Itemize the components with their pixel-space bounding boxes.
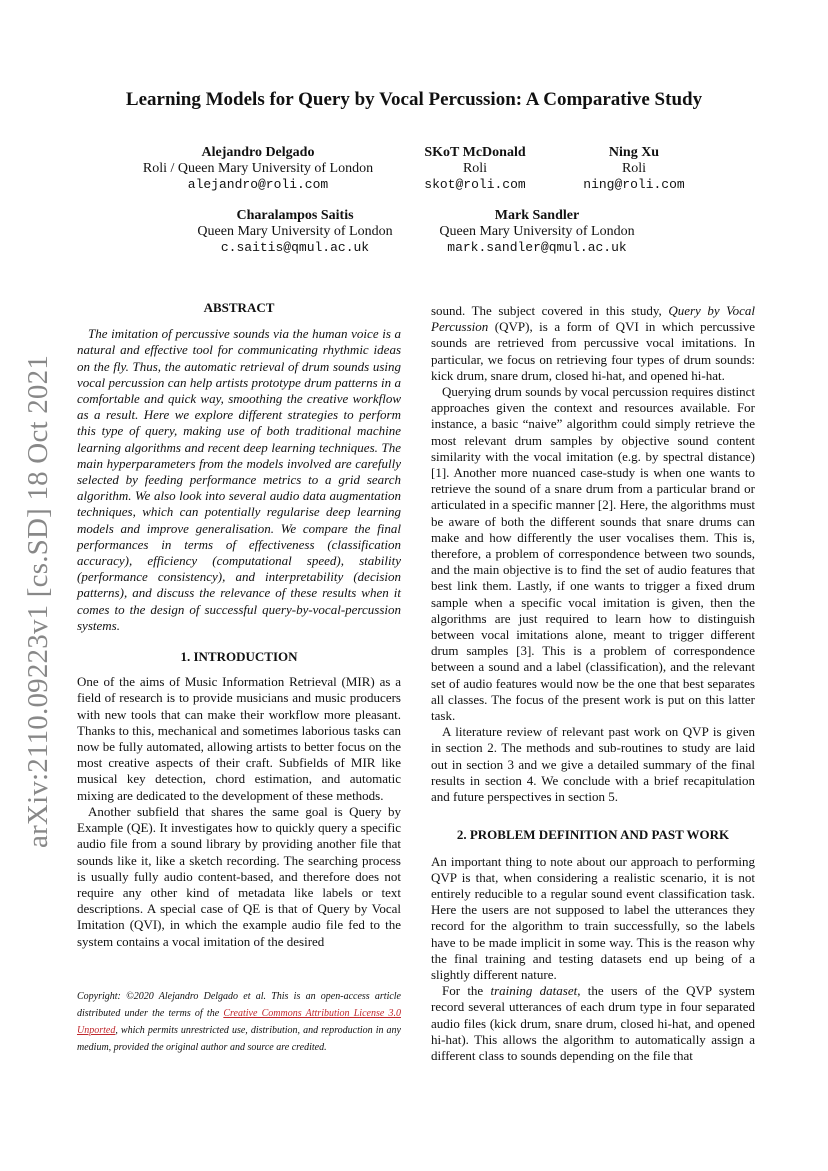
body-paragraph: For the training dataset, the users of the QVP system record several utterances of each drum type in four separated audio files (kick drum, snare drum, closed hi-hat, and opened hi-hat). This allows the algorithm to automatically assign a different class to sounds depending on the file that	[431, 983, 755, 1063]
abstract-heading: ABSTRACT	[203, 300, 275, 315]
body-paragraph: sound. The subject covered in this study, Query by Vocal Percussion (QVP), is a form of QVI in which percussive sounds are retrieved from percussive vocal imitations. In particular, we focus on retrieving four types of drum sounds: kick drum, snare drum, closed hi-hat, and opened hi-hat.	[431, 303, 755, 383]
author-affiliation: Roli / Queen Mary University of London	[142, 161, 374, 176]
author-email: skot@roli.com	[424, 177, 526, 192]
introduction-heading: 1. INTRODUCTION	[180, 649, 298, 665]
author-email: ning@roli.com	[583, 177, 685, 192]
abstract-text: The imitation of percussive sounds via the human voice is a natural and effective tool for communicating rhythmic ideas on the fly. Thus, the automatic retrieval of drum sounds using vocal percussion can help artists prototype drum patterns in a comfortable and quick way, smoothing the creative workflow as a result. Here we explore different strategies to perform this type of query, making use of both traditional machine learning algorithms and recent deep learning techniques. The main hyperparameters from the models involved are carefully selected by feeding performance metrics to a grid search algorithm. We also look into several audio data augmentation techniques, which can potentially regularise deep learning models and improve generalisation. We compare the final performances in terms of effectiveness (classification accuracy), efficiency (computational speed), stability (performance consistency), and interpretability (decision patterns), and discuss the relevance of these results when it comes to the design of successful query-by-vocal-percussion systems.	[77, 326, 401, 633]
section-2-heading: 2. PROBLEM DEFINITION AND PAST WORK	[456, 827, 730, 843]
body-paragraph: An important thing to note about our approach to performing QVP is that, when considering a realistic scenario, it is not entirely reducible to a regular sound event classification task. Here the users are not supposed to label the utterances they record for the algorithm to train successfully, so the labels have to be made implicit in some way. This is the reason why the final training and testing datasets end up being of a slightly different nature.	[431, 853, 755, 982]
license-link[interactable]: Creative Commons Attribution License 3.0 Unported	[77, 1008, 401, 1036]
author-affiliation: Queen Mary University of London	[439, 224, 635, 239]
copyright-text: , which permits unrestricted use, distribution, and reproduction in any medium, provided the original author and source are credited.	[77, 1025, 401, 1053]
author-email: mark.sandler@qmul.ac.uk	[447, 240, 627, 255]
author-affiliation: Queen Mary University of London	[197, 224, 393, 239]
right-column	[431, 303, 755, 1064]
author-block	[410, 145, 540, 193]
arxiv-identifier: arXiv:2110.09223v1 [cs.SD] 18 Oct 2021	[22, 354, 54, 848]
author-block	[570, 145, 698, 193]
author-email: c.saitis@qmul.ac.uk	[220, 240, 370, 255]
author-email: alejandro@roli.com	[187, 177, 329, 192]
copyright-notice	[77, 988, 401, 1056]
author-block	[140, 145, 376, 193]
body-paragraph: A literature review of relevant past work on QVP is given in section 2. The methods and sub-routines to study are laid out in section 3 and we give a detailed summary of the final results in section 4. We conclude with a brief recapitulation and future perspectives in section 5.	[431, 724, 755, 805]
author-block	[190, 208, 400, 256]
author-name: Mark Sandler	[494, 208, 580, 223]
body-paragraph: Querying drum sounds by vocal percussion requires distinct approaches given the context and resources available. For instance, a basic “naive” algorithm could simply retrieve the most relevant drum samples by objective sound content similarity with the vocal imitation (e.g. by spectral distance) [1]. Another more nuanced case-study is when one wants to retrieve the sound of a snare drum from a particular brand or articulated in a specific manner [2]. Here, the algorithms must be aware of both the different sounds that snare drums can make and how differently the user vocalises them. This is, therefore, a problem of correspondence between two sounds, and the main objective is to find the set of audio features that best link them. Lastly, if one wants to trigger a fixed drum sample when a specific vocal imitation is given, then the algorithms are just required to learn how to distinguish between vocal imitations alone, meant to trigger different drum samples [3]. This is a problem of correspondence between a sound and a label (classification), and the relevant set of audio features would now be the one that best separates all classes. The focus of the present work is put on this latter task.	[431, 384, 755, 724]
left-column	[77, 300, 401, 950]
author-name: Charalampos Saitis	[236, 208, 354, 223]
author-name: Ning Xu	[608, 145, 660, 160]
introduction-paragraph: Another subfield that shares the same goal is Query by Example (QE). It investigates how to quickly query a specific audio file from a sound library by providing another file that sounds like it, like a sketch recording. The searching process is usually fully audio content-based, and therefore does not require any other kind of metadata like labels or text descriptions. A special case of QE is that of Query by Vocal Imitation (QVI), in which the example audio file fed to the system contains a vocal imitation of the desired	[77, 803, 401, 949]
author-affiliation: Roli	[621, 161, 647, 176]
copyright-text: Copyright: ©2020 Alejandro Delgado et al. This is an open-access article distributed under the terms of the	[77, 991, 401, 1019]
author-name: SKoT McDonald	[424, 145, 526, 160]
author-name: Alejandro Delgado	[201, 145, 315, 160]
author-block	[430, 208, 644, 256]
introduction-paragraph: One of the aims of Music Information Retrieval (MIR) as a field of research is to provide musicians and music producers with new tools that can make their workflow more pleasant. Thanks to this, mechanical and sometimes laborious tasks can now be fully automated, allowing artists to better focus on the most creative aspects of their craft. Subfields of MIR like musical key detection, chord estimation, and automatic mixing are dedicated to the development of these methods.	[77, 674, 401, 803]
paper-title: Learning Models for Query by Vocal Percussion: A Comparative Study	[125, 89, 703, 110]
author-affiliation: Roli	[462, 161, 488, 176]
